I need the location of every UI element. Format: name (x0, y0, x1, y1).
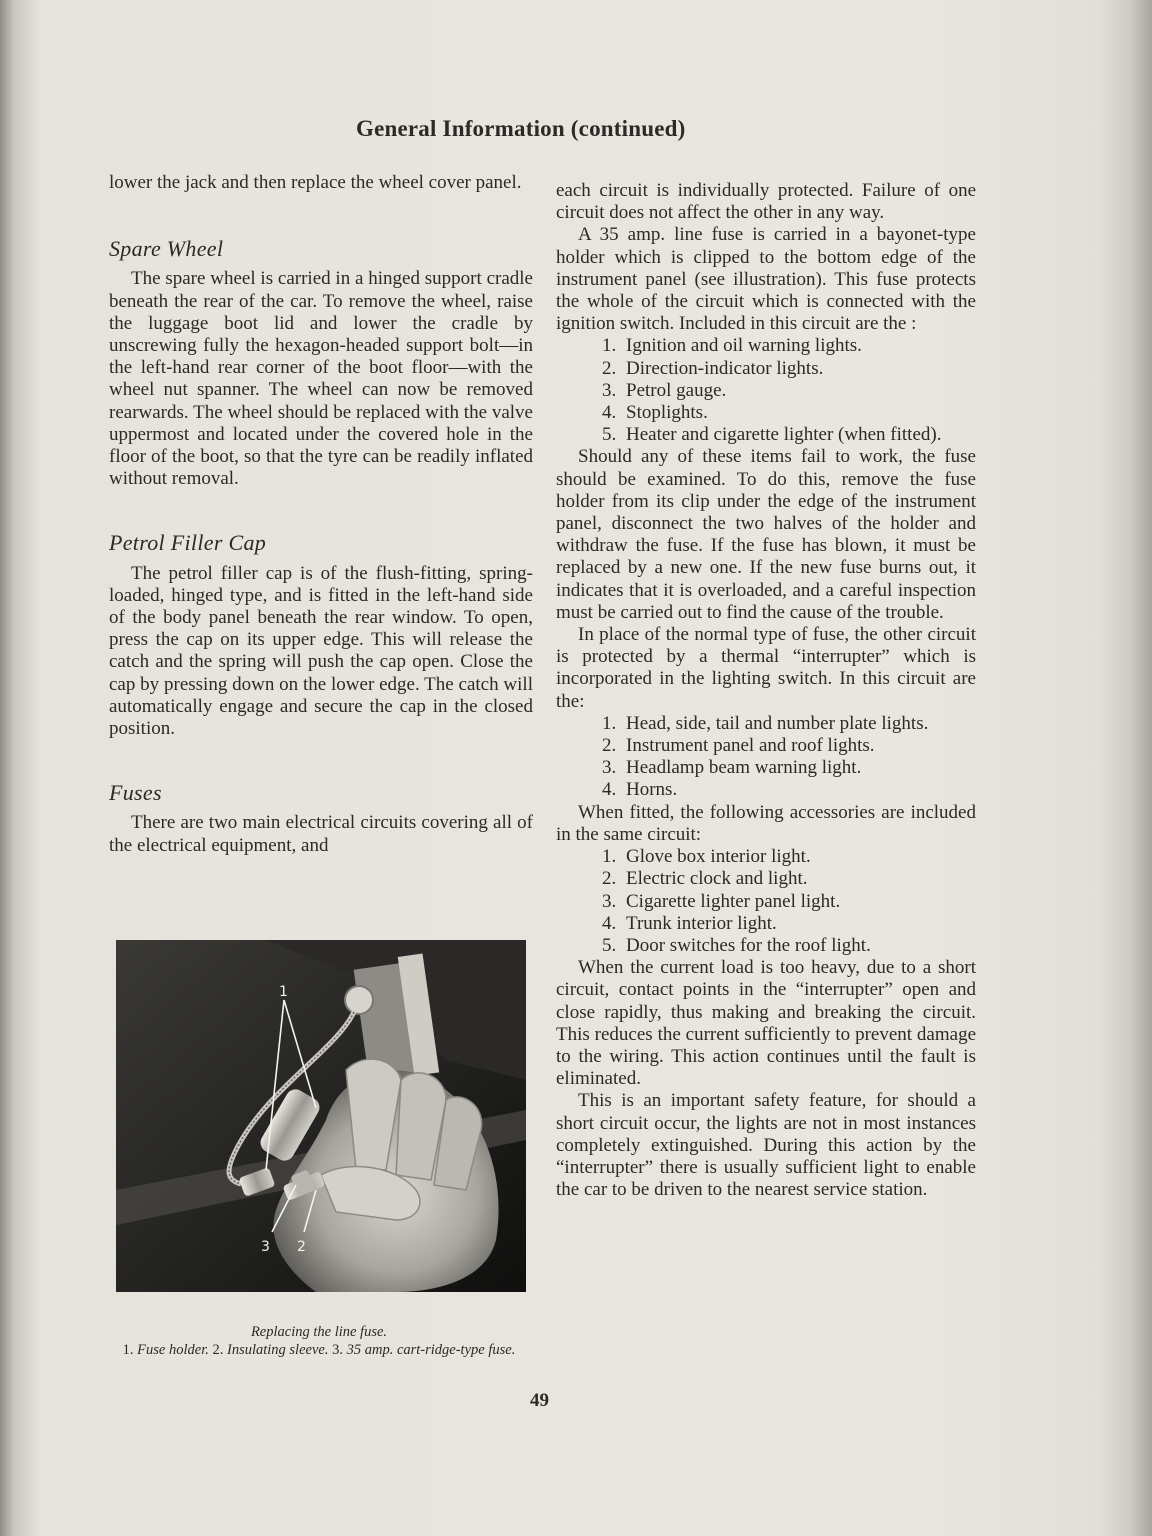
list-item (602, 757, 976, 779)
paragraph-circuit-protection: each circuit is individually protected. Failure of one circuit does not affect the other in any way. (556, 180, 976, 224)
list-item (602, 891, 976, 913)
figure-callout-1: 1 (279, 984, 288, 1000)
fuse-photo (116, 940, 526, 1292)
paragraph-spare-wheel: The spare wheel is carried in a hinged support cradle beneath the rear of the car. To remove the wheel, raise the luggage boot lid and lower the cradle by unscrewing fully the hexagon-headed support bolt—in the left-hand rear corner of the boot floor—with the wheel nut spanner. The wheel can now be removed rearwards. The wheel should be replaced with the valve uppermost and located under the covered hole in the floor of the boot, so that the tyre can be readily inflated without removal. (109, 268, 533, 490)
list-item-text: Stoplights. (626, 402, 708, 424)
paragraph-thermal-interrupter: In place of the normal type of fuse, the other circuit is protected by a thermal “interrupter” which is incorporated in the lighting switch. In this circuit are the: (556, 624, 976, 712)
list-item-number: 1. (602, 712, 617, 734)
list-item-text: Headlamp beam warning light. (626, 757, 862, 779)
list-item (602, 935, 976, 957)
page-header: General Information (continued) (356, 116, 686, 141)
right-column (556, 180, 976, 1201)
paragraph-accessories: When fitted, the following accessories are included in the same circuit: (556, 801, 976, 845)
lighting-circuit-list (556, 713, 976, 802)
list-item-text: Direction-indicator lights. (626, 357, 824, 379)
list-item-text: Glove box interior light. (626, 846, 811, 868)
list-item-number: 1. (602, 846, 617, 868)
list-item-text: Heater and cigarette lighter (when fitted). (626, 424, 942, 446)
caption-1-number: 1. (122, 1342, 134, 1358)
caption-2-number: 2. (212, 1342, 224, 1358)
list-item-text: Electric clock and light. (626, 868, 808, 890)
list-item-text: Trunk interior light. (626, 912, 777, 934)
list-item-number: 2. (602, 735, 617, 757)
caption-items (104, 1341, 534, 1359)
list-item-number: 2. (602, 868, 617, 890)
list-item-text: Ignition and oil warning lights. (626, 335, 862, 357)
list-item-number: 1. (602, 335, 617, 357)
section-title-petrol-filler-cap: Petrol Filler Cap (109, 530, 267, 556)
caption-3-text: 35 amp. cart-ridge-type fuse. (346, 1342, 516, 1358)
list-item-number: 4. (602, 912, 617, 934)
list-item (602, 779, 976, 801)
list-item (602, 402, 976, 424)
paragraph-line-fuse: A 35 amp. line fuse is carried in a bayonet-type holder which is clipped to the bottom edge of the instrument panel (see illustration). This fuse protects the whole of the circuit which is connected with the ignition switch. Included in this circuit are the : (556, 224, 976, 335)
paragraph-current-load: When the current load is too heavy, due to a short circuit, contact points in the “interrupter” open and close rapidly, thus making and breaking the circuit. This reduces the current sufficiently to prevent damage to the wiring. This action continues until the fault is eliminated. (556, 957, 976, 1090)
list-item (602, 380, 976, 402)
list-item-text: Door switches for the roof light. (626, 934, 871, 956)
caption-title: Replacing the line fuse. (250, 1324, 388, 1340)
list-item (602, 424, 976, 446)
list-item-number: 3. (602, 379, 617, 401)
list-item-number: 4. (602, 779, 617, 801)
figure-callout-3: 3 (261, 1239, 270, 1255)
ignition-circuit-list (556, 335, 976, 446)
paragraph-fuses: There are two main electrical circuits covering all of the electrical equipment, and (109, 812, 533, 856)
list-item-number: 3. (602, 890, 617, 912)
paragraph-fuse-examination: Should any of these items fail to work, the fuse should be examined. To do this, remove the fuse holder from its clip under the edge of the instrument panel, disconnect the two halves of the holder and withdraw the fuse. If the fuse has blown, it must be replaced by a new one. If the new fuse burns out, it indicates that it is overloaded, and a careful inspection must be carried out to find the cause of the trouble. (556, 446, 976, 623)
page-number: 49 (530, 1390, 549, 1411)
section-title-spare-wheel: Spare Wheel (109, 236, 224, 262)
list-item-number: 4. (602, 402, 617, 424)
list-item-number: 3. (602, 757, 617, 779)
list-item-number: 5. (602, 934, 617, 956)
figure-callout-2: 2 (297, 1239, 306, 1255)
list-item (602, 846, 976, 868)
list-item-text: Instrument panel and roof lights. (626, 735, 875, 757)
caption-2-text: Insulating sleeve. (226, 1342, 329, 1358)
list-item-text: Petrol gauge. (626, 379, 727, 401)
figure-caption (104, 1323, 534, 1359)
list-item-number: 5. (602, 424, 617, 446)
list-item-text: Cigarette lighter panel light. (626, 890, 841, 912)
list-item (602, 358, 976, 380)
paragraph-petrol-filler-cap: The petrol filler cap is of the flush-fitting, spring-loaded, hinged type, and is fitted in the left-hand side of the body panel beneath the rear window. To open, press the cap on its upper edge. This will release the catch and the spring will push the cap open. Close the cap by pressing down on the lower edge. The catch will automatically engage and secure the cap in the closed position. (109, 562, 533, 740)
section-title-fuses: Fuses (109, 780, 162, 806)
list-item-text: Horns. (626, 779, 678, 801)
fuse-photo-illustration (116, 940, 526, 1292)
caption-1-text: Fuse holder. (137, 1342, 209, 1358)
list-item (602, 713, 976, 735)
list-item (602, 868, 976, 890)
left-column (109, 172, 533, 857)
list-item (602, 735, 976, 757)
list-item-text: Head, side, tail and number plate lights. (626, 712, 929, 734)
list-item (602, 913, 976, 935)
list-item (602, 335, 976, 357)
accessories-list (556, 846, 976, 957)
caption-3-number: 3. (332, 1342, 343, 1358)
paragraph-safety-feature: This is an important safety feature, for should a short circuit occur, the lights are not in most instances completely extinguished. During this action by the “interrupter” there is usually sufficient light to enable the car to be driven to the nearest service station. (556, 1090, 976, 1201)
list-item-number: 2. (602, 357, 617, 379)
paragraph-jack: lower the jack and then replace the wheel cover panel. (109, 172, 522, 193)
